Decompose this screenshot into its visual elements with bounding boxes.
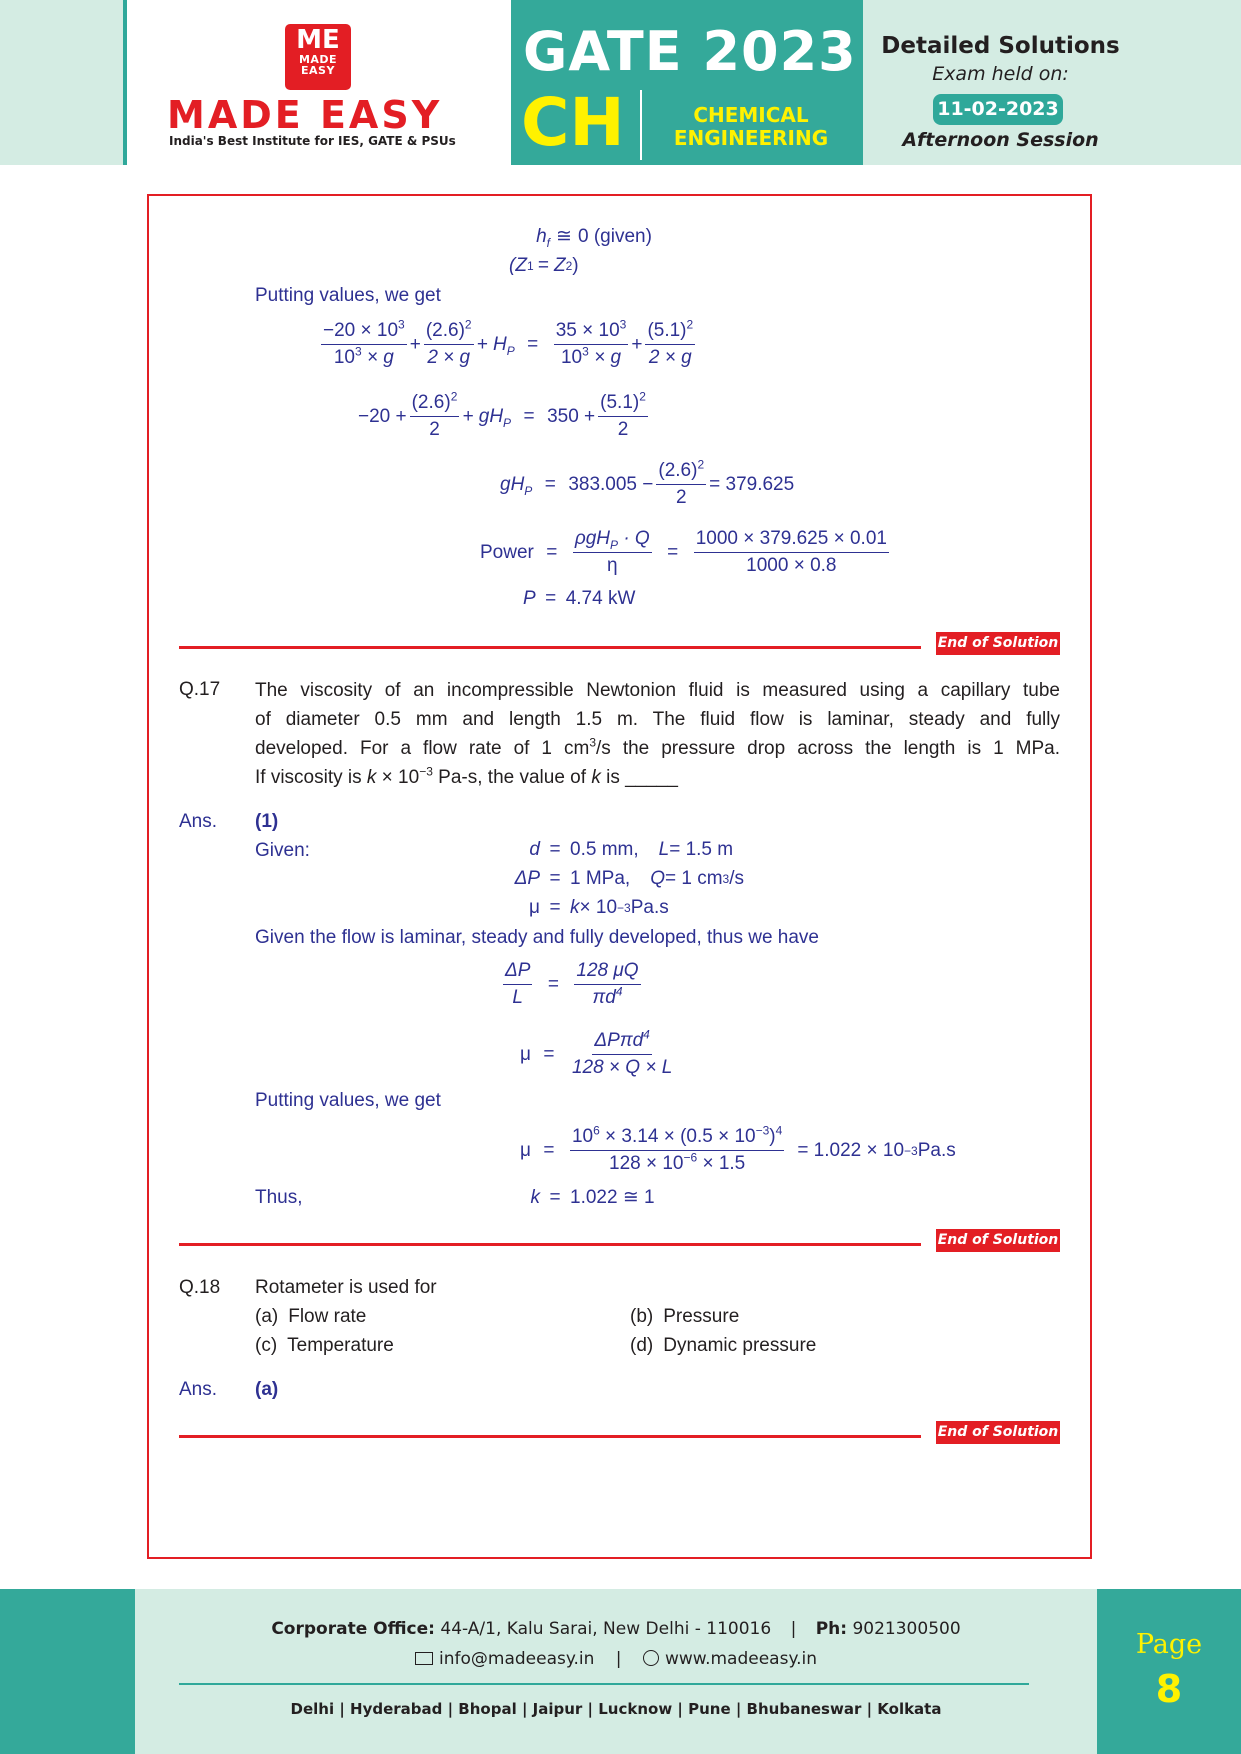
page-number: 8 (1155, 1667, 1183, 1711)
laminar-flow-statement: Given the flow is laminar, steady and fully developed, thus we have (255, 927, 819, 948)
question-text: The viscosity of an incompressible Newtonion fluid is measured using a capillary tube of diameter 0.5 mm and length 1.5 m. The fluid flow is laminar, steady and fully developed. For a flow rate of 1 $cm^3/s$ the pressure drop across the length is 1 MPa. If viscosity is $k \times 10^{-3}$ Pa-s, the value of k is _____ (255, 680, 1060, 788)
end-of-solution-badge: End of Solution (936, 632, 1060, 655)
given-pressure-flow: ΔP = 1 MPa, Q = 1 cm 3 /s (514, 868, 745, 889)
gate-subject: CHEMICAL ENGINEERING (673, 103, 829, 150)
option-c: (c) Temperature (255, 1335, 394, 1356)
power-result: P = 4.74 kW (523, 588, 636, 609)
thus-label: Thus, (255, 1187, 303, 1208)
given-label: Given: (255, 840, 310, 861)
brand-name: MADE EASY (167, 93, 443, 137)
corporate-office: Corporate Office: 44-A/1, Kalu Sarai, New Delhi - 110016 | Ph: 9021300500 (271, 1619, 961, 1639)
option-a: (a) Flow rate (255, 1306, 367, 1327)
question-number: Q.18 (179, 1277, 221, 1298)
gate-title: GATE 2023 (523, 20, 857, 83)
question-text: Rotameter is used for (255, 1277, 437, 1298)
end-of-solution-badge: End of Solution (936, 1229, 1060, 1252)
made-easy-logo-icon: ME MADE EASY (285, 24, 351, 90)
energy-equation-3: $gH_P$ = 383.005 − $\frac{(2.6)^2}{2}$ = 379.625 (500, 457, 795, 508)
energy-equation-1: $\frac{-20 \times 10^3}{10^3 \times g}$ + $\frac{(2.6)^2}{2 \times g}$ + $H_P$ = $\frac{35 \times 10^3}{10^3 \times g}$ + $\frac{(5.1)^2}{2 \times g}$ (323, 317, 694, 368)
k-result: k = 1.022 ≅ 1 (530, 1186, 655, 1208)
envelope-icon (415, 1652, 433, 1665)
header-left-strip (0, 0, 127, 165)
answer-value: (a) (255, 1379, 279, 1400)
footer-divider (179, 1683, 1029, 1685)
end-of-solution-badge: End of Solution (936, 1421, 1060, 1444)
gate-banner (511, 0, 863, 165)
end-of-solution-rule (179, 646, 921, 649)
website-link[interactable]: www.madeeasy.in (664, 1649, 817, 1669)
end-of-solution-rule (179, 1435, 921, 1438)
power-equation: Power = $\frac{\rho gH_P \cdot Q}{\eta}$ = $\frac{1000 \times 379.625 \times 0.01}{1000 \times 0.8}$ (480, 528, 887, 576)
answer-label: Ans. (179, 811, 218, 832)
exam-session: Afternoon Session (902, 129, 1099, 151)
contact-links: info@madeeasy.in | www.madeeasy.in (135, 1649, 1097, 1669)
hf-equation: $h_f$ ≅ 0 (given) (536, 225, 652, 250)
exam-held-label: Exam held on: (932, 63, 1069, 85)
z-equation: (Z 1 = Z 2 ) (509, 255, 579, 276)
option-d: (d) Dynamic pressure (630, 1335, 817, 1356)
gate-code: CH (521, 84, 625, 161)
globe-icon (643, 1650, 659, 1666)
putting-values-label: Putting values, we get (255, 285, 441, 306)
viscosity-formula: μ = $\frac{\Delta P\pi d^4}{128 \times Q \times L}$ (520, 1027, 673, 1078)
exam-info-panel (863, 0, 1241, 165)
email-link[interactable]: info@madeeasy.in (439, 1649, 595, 1669)
footer-left-block (0, 1589, 135, 1754)
footer-contact-area (135, 1589, 1097, 1754)
viscosity-calculation: μ = $\frac{10^6 \times 3.14 \times (0.5 \times 10^{-3})^4}{128 \times 10^{-6} \times 1.5}$ = 1.022 × 10 −3 Pa.s (520, 1123, 956, 1174)
answer-value: (1) (255, 811, 279, 832)
branch-cities: Delhi | Hyderabad | Bhopal | Jaipur | Lucknow | Pune | Bhubaneswar | Kolkata (290, 1700, 942, 1718)
end-of-solution-rule (179, 1243, 921, 1246)
gate-divider (640, 90, 642, 160)
given-viscosity: μ = k × 10 −3 Pa.s (529, 897, 669, 918)
energy-equation-2: −20 + $\frac{(2.6)^2}{2}$ + $gH_P$ = 350 + $\frac{(5.1)^2}{2}$ (358, 389, 646, 440)
question-number: Q.17 (179, 679, 221, 700)
hagen-poiseuille-equation: $\frac{\Delta P}{L}$ = $\frac{128 \mu Q}{\pi d^4}$ (505, 960, 639, 1008)
option-b: (b) Pressure (630, 1306, 740, 1327)
answer-label: Ans. (179, 1379, 218, 1400)
putting-values-label-2: Putting values, we get (255, 1090, 441, 1111)
given-diameter-length: d = 0.5 mm, L = 1.5 m (529, 839, 734, 860)
detailed-solutions-title: Detailed Solutions (881, 33, 1120, 59)
page-label: Page (1135, 1629, 1203, 1660)
exam-date-badge: 11-02-2023 (933, 94, 1063, 125)
page-number-block (1097, 1589, 1241, 1754)
header-logo-area (131, 0, 511, 165)
brand-tagline: India's Best Institute for IES, GATE & PSUs (169, 134, 456, 148)
